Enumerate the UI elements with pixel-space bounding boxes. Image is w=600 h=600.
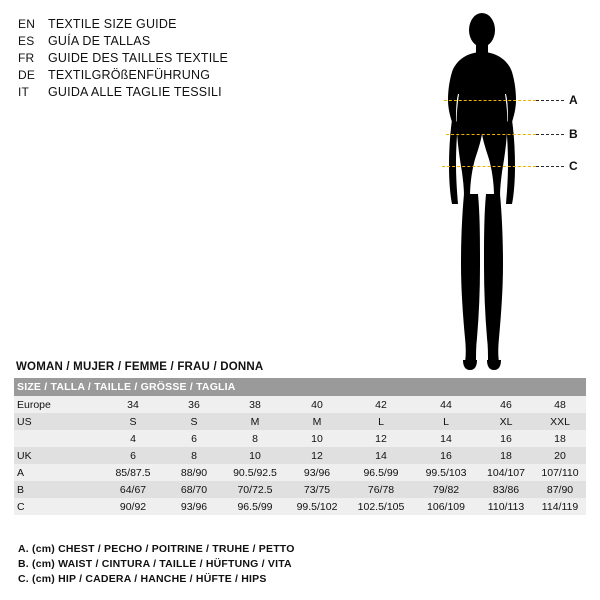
body-silhouette-icon — [420, 8, 595, 378]
measure-label-c: C — [569, 159, 578, 173]
title-text: GUÍA DE TALLAS — [48, 34, 151, 48]
title-block — [18, 16, 348, 101]
cell-value: 12 — [348, 430, 414, 447]
table-row — [14, 481, 586, 498]
row-label: Europe — [14, 396, 102, 413]
table-row — [14, 430, 586, 447]
cell-value: 48 — [534, 396, 586, 413]
cell-value: 6 — [164, 430, 224, 447]
cell-value: 96.5/99 — [224, 498, 286, 515]
cell-value: 20 — [534, 447, 586, 464]
cell-value: 114/119 — [534, 498, 586, 515]
table-row — [14, 447, 586, 464]
cell-value: 88/90 — [164, 464, 224, 481]
cell-value: 10 — [286, 430, 348, 447]
cell-value: 106/109 — [414, 498, 478, 515]
cell-value: 104/107 — [478, 464, 534, 481]
measure-label-a: A — [569, 93, 578, 107]
female-body-figure — [420, 8, 595, 378]
title-language-code: ES — [18, 34, 35, 48]
table-row — [14, 396, 586, 413]
cell-value: 70/72.5 — [224, 481, 286, 498]
cell-value: 73/75 — [286, 481, 348, 498]
title-row — [18, 67, 348, 83]
cell-value: 46 — [478, 396, 534, 413]
cell-value: 93/96 — [286, 464, 348, 481]
row-label: A — [14, 464, 102, 481]
cell-value: L — [414, 413, 478, 430]
cell-value: 16 — [414, 447, 478, 464]
table-row — [14, 498, 586, 515]
table-row — [14, 413, 586, 430]
cell-value: XL — [478, 413, 534, 430]
cell-value: 85/87.5 — [102, 464, 164, 481]
cell-value: 64/67 — [102, 481, 164, 498]
title-row — [18, 33, 348, 49]
row-label: B — [14, 481, 102, 498]
title-language-code: IT — [18, 85, 30, 99]
title-row — [18, 84, 348, 100]
measure-line-hip — [442, 166, 536, 167]
legend-item-hip: C. (cm) HIP / CADERA / HANCHE / HÜFTE / HIPS — [18, 573, 267, 585]
cell-value: 79/82 — [414, 481, 478, 498]
cell-value: S — [164, 413, 224, 430]
size-table-area — [14, 358, 586, 515]
cell-value: L — [348, 413, 414, 430]
table-row — [14, 464, 586, 481]
cell-value: 102.5/105 — [348, 498, 414, 515]
cell-value: 34 — [102, 396, 164, 413]
cell-value: 93/96 — [164, 498, 224, 515]
cell-value: 40 — [286, 396, 348, 413]
cell-value: M — [224, 413, 286, 430]
cell-value: 107/110 — [534, 464, 586, 481]
cell-value: 10 — [224, 447, 286, 464]
cell-value: 18 — [534, 430, 586, 447]
cell-value: M — [286, 413, 348, 430]
cell-value: S — [102, 413, 164, 430]
cell-value: 90/92 — [102, 498, 164, 515]
cell-value: 90.5/92.5 — [224, 464, 286, 481]
cell-value: 4 — [102, 430, 164, 447]
cell-value: 16 — [478, 430, 534, 447]
cell-value: 83/86 — [478, 481, 534, 498]
legend-item-waist: B. (cm) WAIST / CINTURA / TAILLE / HÜFTUNG / VITA — [18, 558, 292, 570]
cell-value: 8 — [164, 447, 224, 464]
measure-leader-waist — [536, 134, 564, 135]
row-label: US — [14, 413, 102, 430]
cell-value: XXL — [534, 413, 586, 430]
title-text: GUIDA ALLE TAGLIE TESSILI — [48, 85, 222, 99]
cell-value: 6 — [102, 447, 164, 464]
cell-value: 96.5/99 — [348, 464, 414, 481]
title-row — [18, 50, 348, 66]
title-text: GUIDE DES TAILLES TEXTILE — [48, 51, 229, 65]
table-header-row — [14, 378, 586, 396]
cell-value: 36 — [164, 396, 224, 413]
cell-value: 99.5/102 — [286, 498, 348, 515]
title-language-code: DE — [18, 68, 36, 82]
legend-item-chest: A. (cm) CHEST / PECHO / POITRINE / TRUHE / PETTO — [18, 543, 295, 555]
title-text: TEXTILE SIZE GUIDE — [48, 17, 177, 31]
cell-value: 12 — [286, 447, 348, 464]
cell-value: 8 — [224, 430, 286, 447]
cell-value: 110/113 — [478, 498, 534, 515]
cell-value: 68/70 — [164, 481, 224, 498]
cell-value: 42 — [348, 396, 414, 413]
measure-line-chest — [444, 100, 536, 101]
title-row — [18, 16, 348, 32]
title-language-code: FR — [18, 51, 35, 65]
measure-line-waist — [446, 134, 536, 135]
measure-leader-chest — [536, 100, 564, 101]
size-table — [14, 378, 586, 515]
title-text: TEXTILGRÖßENFÜHRUNG — [48, 68, 211, 82]
table-header-label: SIZE / TALLA / TAILLE / GRÖSSE / TAGLIA — [14, 378, 586, 396]
cell-value: 87/90 — [534, 481, 586, 498]
cell-value: 14 — [414, 430, 478, 447]
cell-value: 76/78 — [348, 481, 414, 498]
cell-value: 44 — [414, 396, 478, 413]
row-label — [14, 430, 102, 447]
row-label: C — [14, 498, 102, 515]
measure-leader-hip — [536, 166, 564, 167]
cell-value: 38 — [224, 396, 286, 413]
cell-value: 18 — [478, 447, 534, 464]
measure-label-b: B — [569, 127, 578, 141]
title-language-code: EN — [18, 17, 36, 31]
table-group-header: WOMAN / MUJER / FEMME / FRAU / DONNA — [16, 361, 264, 373]
measurement-legend — [18, 542, 578, 587]
row-label: UK — [14, 447, 102, 464]
cell-value: 99.5/103 — [414, 464, 478, 481]
cell-value: 14 — [348, 447, 414, 464]
